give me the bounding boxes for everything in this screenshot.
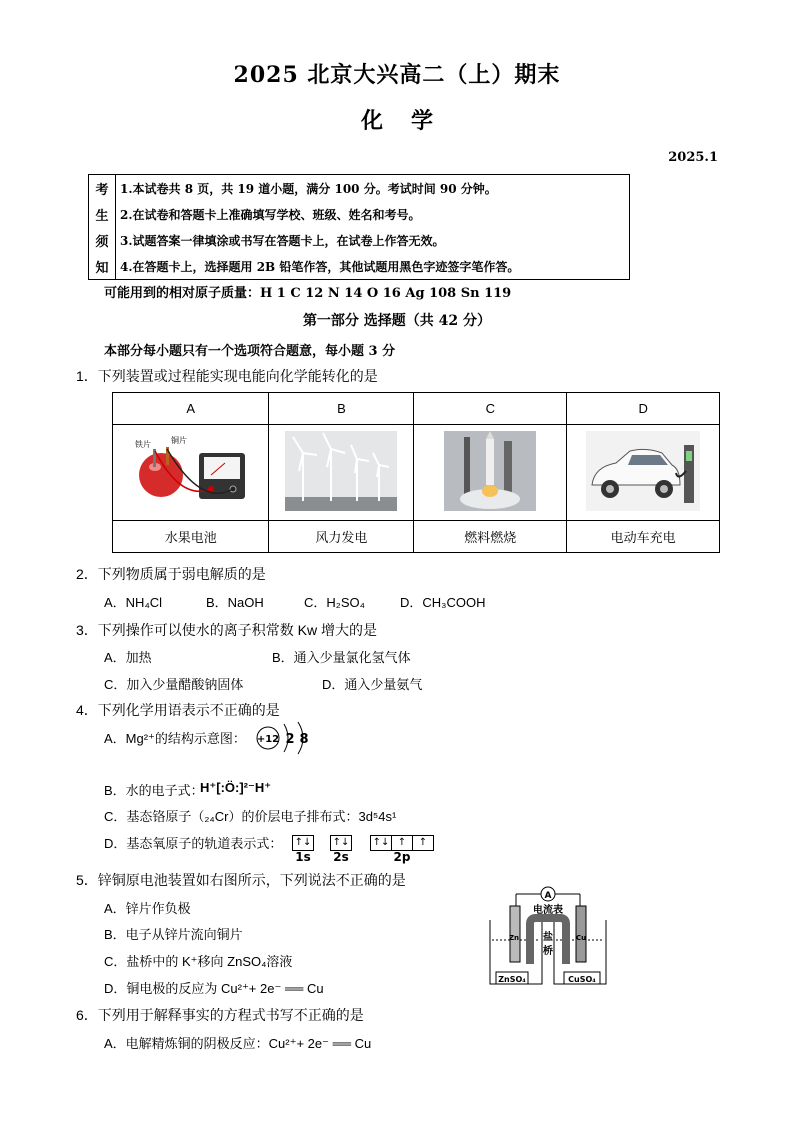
question-2-option-c: C．H₂SO₄	[304, 595, 365, 610]
option-caption-b: 风力发电	[269, 521, 414, 553]
orbital-box: ↑↓	[370, 835, 392, 851]
option-header-c: C	[414, 393, 567, 425]
rocket-launch-image	[444, 431, 536, 511]
question-3-option-d: D．通入少量氨气	[322, 677, 423, 692]
salt-bridge-label-1: 盐	[543, 932, 553, 943]
exam-notice-table	[88, 174, 630, 280]
option-caption-a: 水果电池	[113, 521, 269, 553]
shell-electron-count: 2	[285, 732, 295, 747]
question-5-option-c: C．盐桥中的 K⁺移向 ZnSO₄溶液	[104, 954, 293, 969]
orbital-label: 2p	[393, 850, 411, 864]
option-header-d: D	[567, 393, 720, 425]
copper-sulfate-label: CuSO₄	[568, 975, 596, 984]
notice-row	[89, 175, 630, 202]
notice-key: 须	[89, 227, 116, 253]
notice-key: 考	[89, 175, 116, 202]
question-5-option-a: A．锌片作负极	[104, 901, 191, 916]
option-caption-d: 电动车充电	[567, 521, 720, 553]
ev-charging-image	[586, 431, 700, 511]
orbital-box: ↑↓	[292, 835, 314, 851]
notice-key: 生	[89, 201, 116, 227]
question-1-table	[112, 392, 720, 553]
exam-subject: 化学	[360, 108, 461, 134]
notice-row	[89, 201, 630, 227]
fruit-battery-image-cell	[113, 425, 269, 521]
orbital-box: ↑	[413, 835, 434, 851]
question-3-stem: 3．下列操作可以使水的离子积常数 Kw 增大的是	[76, 622, 378, 638]
zinc-copper-cell-diagram	[486, 884, 610, 990]
question-1-stem: 1．下列装置或过程能实现电能向化学能转化的是	[76, 368, 378, 384]
ammeter-label: 电流表	[533, 905, 563, 916]
exam-title: 2025 北京大兴高二（上）期末	[233, 62, 561, 88]
question-4-option-a: A．Mg²⁺的结构示意图：	[104, 731, 246, 746]
option-header-a: A	[113, 393, 269, 425]
wind-power-image-cell	[269, 425, 414, 521]
salt-bridge-label-2: 桥	[543, 946, 553, 957]
question-3-option-b: B．通入少量氯化氢气体	[272, 650, 411, 665]
notice-text: 4.在答题卡上，选择题用 2B 铅笔作答，其他试题用黑色字迹签字笔作答。	[120, 259, 520, 274]
zinc-electrode-label: Zn	[508, 934, 520, 942]
question-3-option-a: A．加热	[104, 650, 152, 665]
nucleus-charge: +12	[256, 734, 280, 745]
mg-ion-structure-diagram	[254, 718, 314, 758]
question-5-option-b: B．电子从锌片流向铜片	[104, 927, 243, 942]
notice-text: 3.试题答案一律填涂或书写在答题卡上，在试卷上作答无效。	[120, 233, 445, 248]
shell-electron-count: 8	[299, 732, 309, 747]
option-caption-c: 燃料燃烧	[414, 521, 567, 553]
question-2-option-d: D．CH₃COOH	[400, 595, 486, 610]
orbital-label: 2s	[333, 850, 349, 864]
question-3-option-c: C．加入少量醋酸钠固体	[104, 677, 244, 692]
fruit-battery-image	[121, 431, 261, 511]
question-4-option-c: C．基态铬原子（₂₄Cr）的价层电子排布式：3d⁵4s¹	[104, 809, 397, 824]
notice-row	[89, 253, 630, 280]
water-electron-formula: H⁺[:Ö:]²⁻H⁺	[200, 780, 272, 795]
copper-electrode-label: Cu	[575, 934, 587, 942]
exam-date: 2025.1	[668, 150, 718, 165]
question-6-stem: 6．下列用于解释事实的方程式书写不正确的是	[76, 1007, 364, 1023]
zinc-sulfate-label: ZnSO₄	[498, 975, 526, 984]
notice-key: 知	[89, 253, 116, 280]
part1-heading: 第一部分 选择题（共 42 分）	[302, 313, 492, 329]
atomic-masses: 可能用到的相对原子质量：H 1 C 12 N 14 O 16 Ag 108 Sn 119	[104, 286, 512, 301]
wind-power-image	[285, 431, 397, 511]
question-2-option-b: B．NaOH	[206, 595, 264, 610]
orbital-box: ↑↓	[330, 835, 352, 851]
question-4-option-d: D．基态氧原子的轨道表示式：	[104, 836, 283, 851]
part1-instruction: 本部分每小题只有一个选项符合题意，每小题 3 分	[104, 344, 396, 359]
question-4-stem: 4．下列化学用语表示不正确的是	[76, 702, 280, 718]
question-6-option-a: A．电解精炼铜的阴极反应：Cu²⁺+ 2e⁻ ══ Cu	[104, 1036, 372, 1051]
orbital-label: 1s	[295, 850, 311, 864]
question-5-option-d: D．铜电极的反应为 Cu²⁺+ 2e⁻ ══ Cu	[104, 981, 324, 996]
question-5-stem: 5．锌铜原电池装置如右图所示，下列说法不正确的是	[76, 872, 406, 888]
ammeter-symbol: A	[544, 891, 552, 901]
question-2-stem: 2．下列物质属于弱电解质的是	[76, 566, 266, 582]
option-header-b: B	[269, 393, 414, 425]
orbital-box: ↑	[392, 835, 413, 851]
notice-text: 1.本试卷共 8 页，共 19 道小题，满分 100 分。考试时间 90 分钟。	[120, 181, 497, 196]
notice-text: 2.在试卷和答题卡上准确填写学校、班级、姓名和考号。	[120, 207, 421, 222]
fuel-combustion-image-cell	[414, 425, 567, 521]
copper-plate-label: 铜片	[170, 436, 187, 445]
question-2-option-a: A．NH₄Cl	[104, 595, 163, 610]
question-4-option-b: B．水的电子式：	[104, 783, 204, 798]
ev-charging-image-cell	[567, 425, 720, 521]
iron-plate-label: 铁片	[134, 440, 151, 449]
notice-row	[89, 227, 630, 253]
